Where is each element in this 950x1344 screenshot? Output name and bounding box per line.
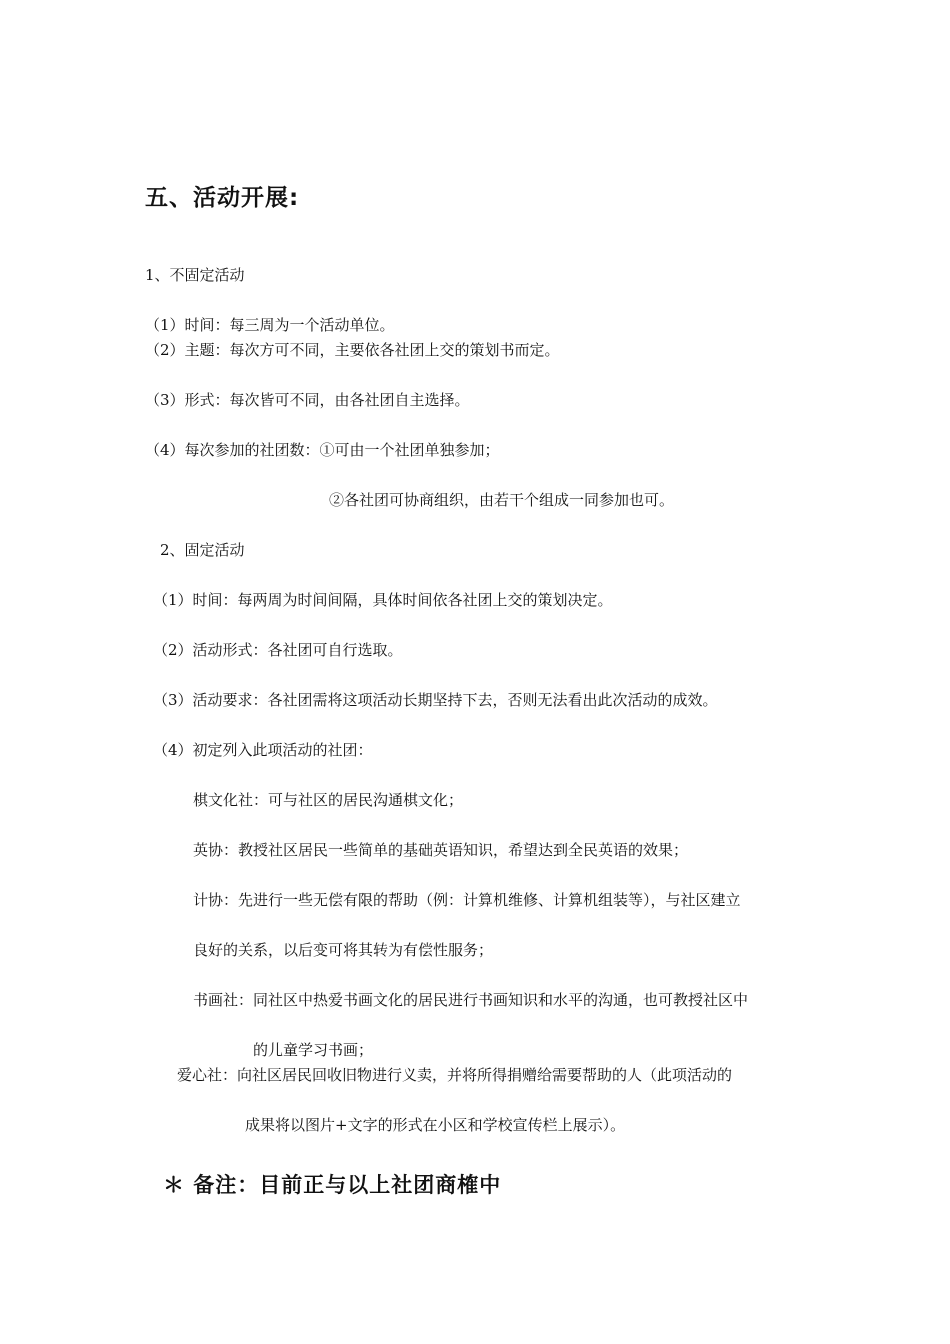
part1-item-time: （1）时间：每三周为一个活动单位。 (145, 316, 395, 334)
part2-item-requirement: （3）活动要求：各社团需将这项活动长期坚持下去，否则无法看出此次活动的成效。 (153, 691, 718, 709)
part2-title: 2、固定活动 (160, 541, 245, 559)
club-computer-cont: 良好的关系，以后变可将其转为有偿性服务； (193, 941, 494, 959)
section-title: 五、活动开展: (145, 185, 300, 211)
part1-title: 1、不固定活动 (145, 266, 245, 284)
part1-item-count: （4）每次参加的社团数：①可由一个社团单独参加； (145, 441, 500, 459)
club-computer: 计协：先进行一些无偿有限的帮助（例：计算机维修、计算机组装等），与社区建立 (193, 891, 741, 909)
club-english: 英协：教授社区居民一些简单的基础英语知识，希望达到全民英语的效果； (193, 841, 689, 859)
club-calligraphy-cont: 的儿童学习书画； (253, 1041, 374, 1059)
note: ＊ 备注：目前正与以上社团商榷中 (163, 1173, 502, 1197)
part1-item-count-option2: ②各社团可协商组织，由若干个组成一同参加也可。 (329, 491, 675, 509)
club-calligraphy: 书画社：同社区中热爱书画文化的居民进行书画知识和水平的沟通，也可教授社区中 (193, 991, 749, 1009)
club-chess: 棋文化社：可与社区的居民沟通棋文化； (193, 791, 464, 809)
club-charity-cont: 成果将以图片+文字的形式在小区和学校宣传栏上展示）。 (245, 1116, 626, 1134)
part1-item-theme: （2）主题：每次方可不同，主要依各社团上交的策划书而定。 (145, 341, 560, 359)
part2-item-clubs-heading: （4）初定列入此项活动的社团： (153, 741, 373, 759)
part1-item-form: （3）形式：每次皆可不同，由各社团自主选择。 (145, 391, 470, 409)
part2-item-form: （2）活动形式：各社团可自行选取。 (153, 641, 403, 659)
club-charity: 爱心社：向社区居民回收旧物进行义卖，并将所得捐赠给需要帮助的人（此项活动的 (177, 1066, 733, 1084)
part2-item-time: （1）时间：每两周为时间间隔，具体时间依各社团上交的策划决定。 (153, 591, 613, 609)
